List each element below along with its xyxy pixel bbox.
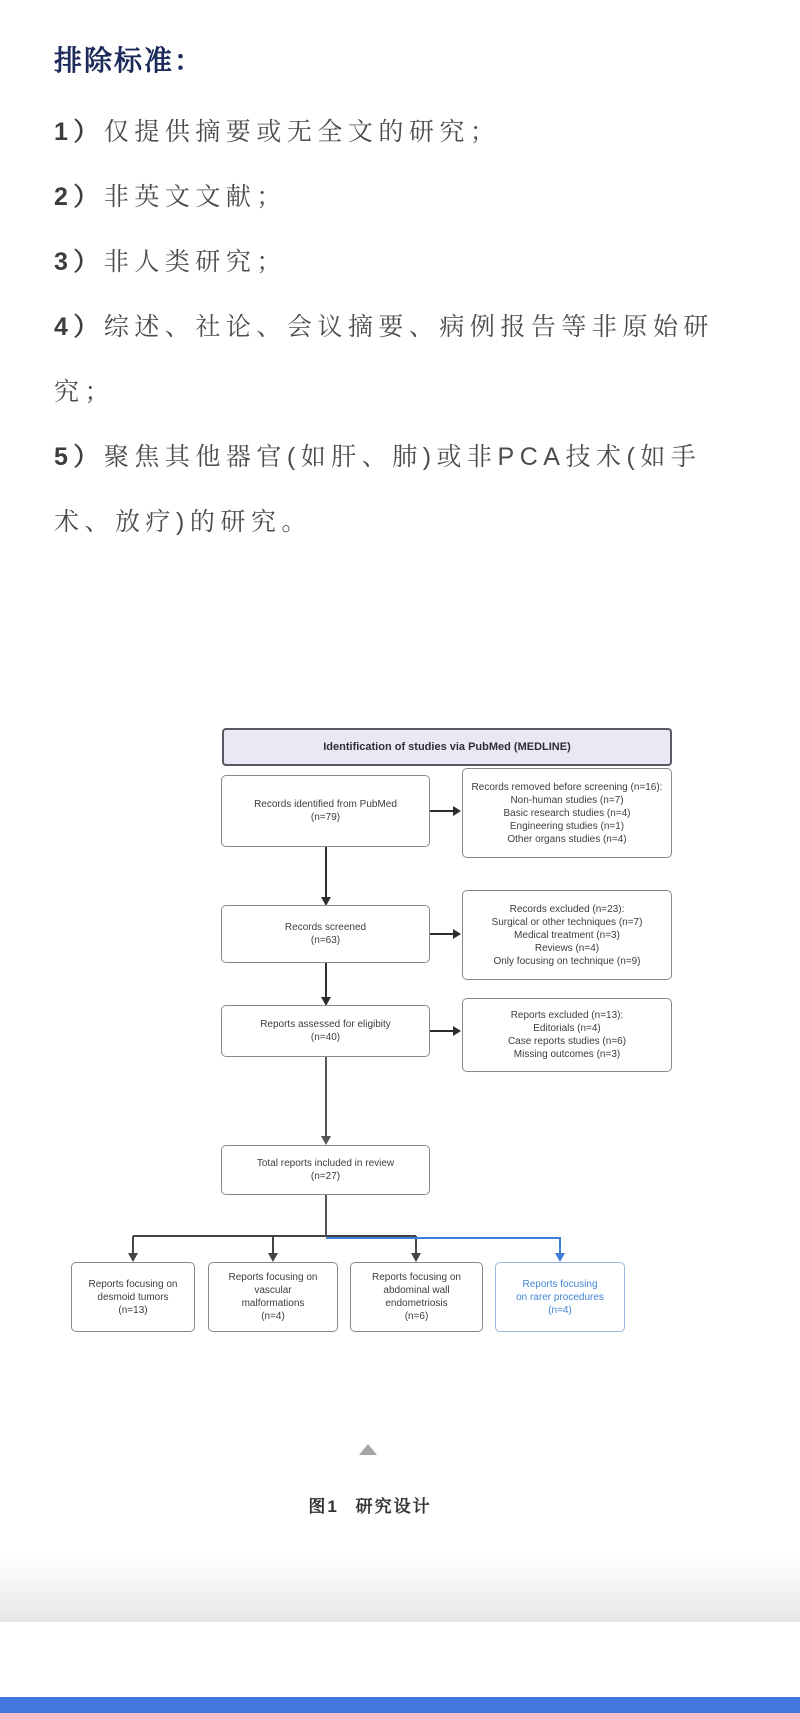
rarer-procedures-box — [495, 1262, 625, 1332]
criteria-item-3 — [54, 230, 754, 295]
box-line: malformations — [241, 1298, 305, 1309]
box-line: (n=4) — [261, 1311, 285, 1322]
item-text: 仅提供摘要或无全文的研究； — [103, 118, 501, 146]
box-line: Editorials (n=4) — [533, 1023, 601, 1034]
box-line: Reports focusing — [522, 1278, 598, 1290]
section-heading: 排除标准： — [54, 45, 205, 76]
box-line: Reports assessed for eligibity — [260, 1019, 391, 1030]
box-line: Surgical or other techniques (n=7) — [491, 916, 643, 928]
records-excluded-box — [462, 890, 672, 980]
item-number: 4） — [54, 313, 104, 341]
box-line: (n=4) — [548, 1304, 572, 1316]
box-line: Total reports included in review — [256, 1158, 395, 1169]
box-line: Records excluded (n=23): — [509, 903, 625, 915]
box-line: (n=13) — [118, 1304, 148, 1316]
item-text: 非英文文献； — [103, 183, 287, 211]
reports-excluded-box — [462, 998, 672, 1072]
box-line: (n=79) — [310, 812, 341, 823]
criteria-item-4 — [54, 295, 754, 425]
box-line: Non-human studies (n=7) — [510, 794, 624, 806]
box-line: endometriosis — [385, 1298, 448, 1309]
box-line: Reports focusing on — [228, 1272, 318, 1283]
box-line: Records removed before screening (n=16): — [471, 781, 663, 793]
box-line: Reports focusing on — [372, 1272, 461, 1283]
collapse-arrow-icon[interactable] — [359, 1444, 377, 1455]
box-line: Records identified from PubMed — [254, 799, 397, 810]
item-text: 非人类研究； — [103, 248, 287, 276]
box-line: Case reports studies (n=6) — [507, 1036, 627, 1047]
box-line: Missing outcomes (n=3) — [513, 1049, 621, 1060]
criteria-item-5 — [54, 425, 754, 555]
total-included-box — [221, 1145, 430, 1195]
box-line: Engineering studies (n=1) — [509, 820, 625, 832]
criteria-item-2 — [54, 165, 754, 230]
item-number: 3） — [54, 248, 104, 276]
exclusion-criteria-section — [54, 42, 754, 555]
records-screened-box — [221, 905, 430, 963]
vascular-malformations-box — [208, 1262, 338, 1332]
box-line: (n=40) — [310, 1032, 341, 1043]
box-line: Other organs studies (n=4) — [507, 833, 627, 845]
box-line: Reports focusing on — [88, 1278, 178, 1290]
desmoid-tumors-box — [71, 1262, 195, 1332]
records-removed-box — [462, 768, 672, 858]
box-line: Reviews (n=4) — [534, 942, 600, 954]
item-text: 综述、社论、会议摘要、病例报告等非原始研究； — [54, 313, 714, 406]
box-line: Reports excluded (n=13): — [510, 1010, 624, 1021]
abdominal-wall-endometriosis-box — [350, 1262, 483, 1332]
box-line: vascular — [254, 1285, 292, 1296]
box-line: abdominal wall — [383, 1285, 450, 1296]
records-identified-box — [221, 775, 430, 847]
flowchart-title-box — [222, 728, 672, 766]
item-number: 1） — [54, 118, 104, 146]
item-number: 5） — [54, 443, 104, 471]
box-line: Only focusing on technique (n=9) — [493, 955, 641, 967]
criteria-item-1 — [54, 100, 754, 165]
figure-caption: 图1 研究设计 — [308, 1497, 432, 1516]
box-line: Records screened — [284, 922, 367, 933]
flowchart-title: Identification of studies via PubMed (MEDLINE) — [323, 740, 571, 753]
box-line: on rarer procedures — [516, 1291, 604, 1303]
box-line: (n=63) — [310, 935, 341, 946]
box-line: Medical treatment (n=3) — [514, 929, 620, 941]
item-number: 2） — [54, 183, 104, 211]
box-line: (n=27) — [310, 1171, 341, 1182]
item-text: 聚焦其他器官(如肝、肺)或非PCA技术(如手术、放疗)的研究。 — [54, 443, 702, 536]
prisma-flowchart — [60, 722, 680, 1342]
box-line: Basic research studies (n=4) — [503, 807, 631, 819]
reports-assessed-box — [221, 1005, 430, 1057]
bottom-accent-bar — [0, 1697, 800, 1713]
footer-fade — [0, 1556, 800, 1622]
box-line: desmoid tumors — [97, 1291, 169, 1303]
box-line: (n=6) — [404, 1311, 429, 1322]
